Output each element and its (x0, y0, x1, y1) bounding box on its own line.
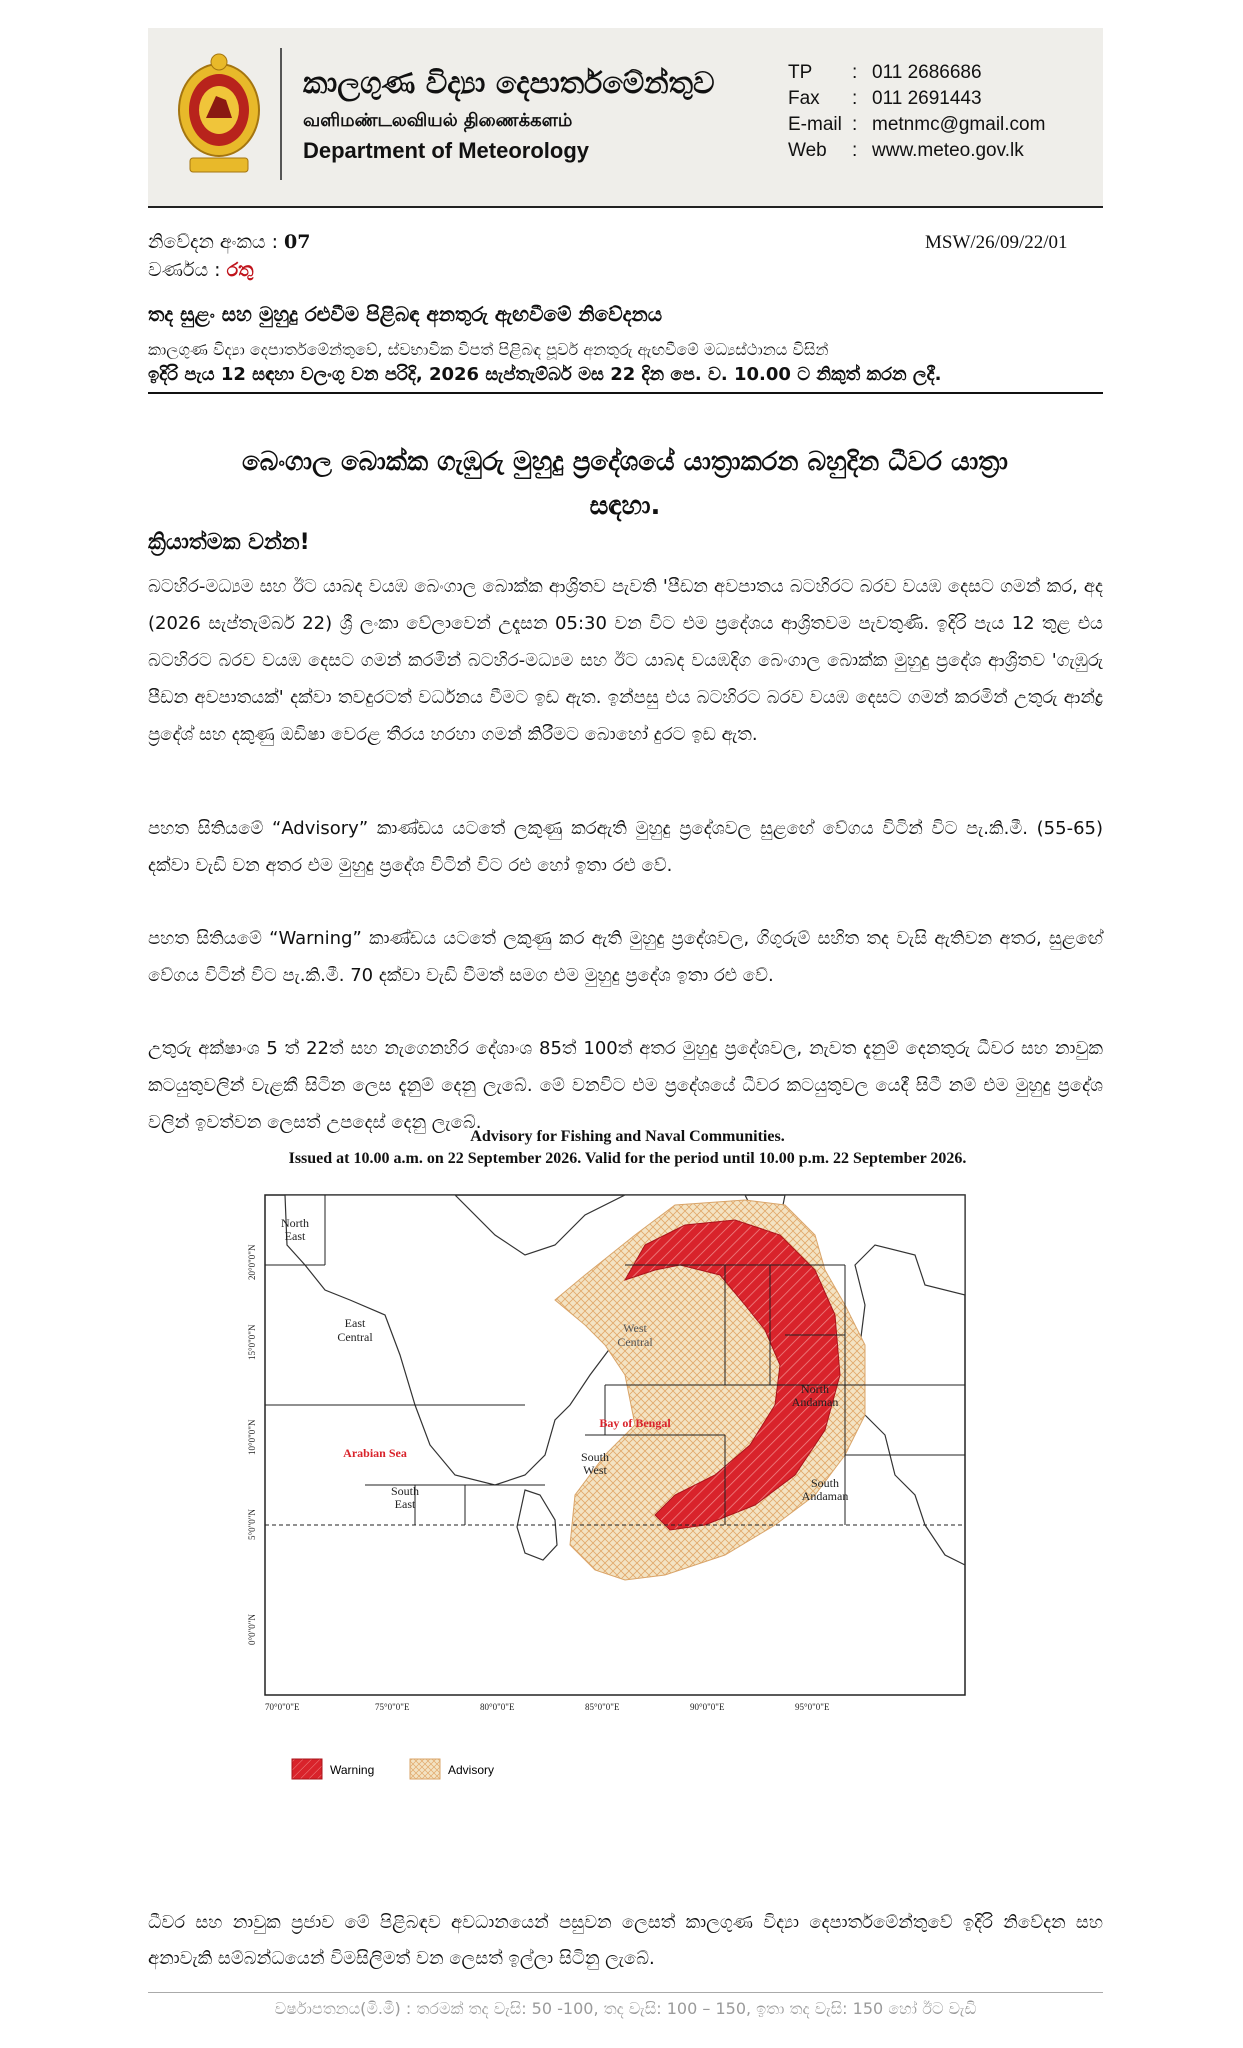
region-label-north-andaman: North Andaman (791, 1382, 839, 1409)
y-tick-label: 0°0"0"N (247, 1614, 257, 1645)
contact-value[interactable]: metnmc@gmail.com (872, 114, 1046, 135)
contact-row: E-mail : metnmc@gmail.com (788, 112, 1045, 138)
region-label-north-east: North East (281, 1216, 309, 1243)
contact-row: Fax : 011 2691443 (788, 86, 1045, 112)
paragraph-warning: පහත සිතියමේ “Warning” කාණ්ඩය යටතේ ලකුණු කර ඇති මුහුදු ප්‍රදේශවල, ගිගුරුම් සහිත තද වැසි ඇතිවන අතර, සුළඟේ වේගය විටින් විට පැ.කි.මී. 70 දක්වා වැඩි වීමත් සමග එම මුහුදු ප්‍රදේශ ඉතා රළු වේ. (148, 928, 1103, 986)
region-label-east-central: East Central (337, 1316, 373, 1344)
y-tick-label: 10°0"0"N (247, 1419, 257, 1455)
closing-paragraph: ධීවර සහ නාවුක ප්‍රජාව මේ පිළිබඳව අවධානයෙන් පසුවන ලෙසත් කාලගුණ විද්‍යා දෙපාර්තමේන්තුවේ ඉදිරි නිවේදන සහ අනාවැකි සම්බන්ධයෙන් විමසිලිමත් වන ලෙසත් ඉල්ලා සිටිනු ලැබේ. (148, 1912, 1103, 1969)
heading-line: බෙංගාල බොක්ක ගැඹුරු මුහුදු ප්‍රදේශයේ යාත්‍රාකරන බහුදින ධීවර යාත්‍රා (242, 447, 1008, 477)
x-tick-label: 90°0"0"E (690, 1702, 725, 1712)
legend-swatch-warning (292, 1759, 322, 1779)
letterhead (148, 28, 1103, 208)
contact-row: TP : 011 2686686 (788, 60, 1045, 86)
x-tick-label: 95°0"0"E (795, 1702, 830, 1712)
x-tick-label: 75°0"0"E (375, 1702, 410, 1712)
main-heading (150, 440, 1100, 528)
x-tick-label: 70°0"0"E (265, 1702, 300, 1712)
notice-number: 07 (284, 231, 311, 253)
region-label-bay-of-bengal: Bay of Bengal (599, 1416, 671, 1430)
y-tick-label: 15°0"0"N (247, 1324, 257, 1360)
legend-label-warning: Warning (330, 1763, 375, 1777)
issuer-line: කාලගුණ විද්‍යා දෙපාර්තමේන්තුවේ, ස්වභාවික විපත් පිළිබඳ පූර්ව අනතුරු ඇඟවීමේ මධ්‍යස්ථානය විසින් (148, 340, 829, 359)
org-name-sinhala: කාලගුණ විද්‍යා දෙපාර්තමේන්තුව (303, 66, 715, 101)
region-label-west-central: West Central (617, 1321, 653, 1349)
region-label-south-east: South East (390, 1484, 420, 1511)
contact-label: Fax (788, 88, 820, 109)
contact-value[interactable]: www.meteo.gov.lk (872, 140, 1024, 161)
notice-title: තද සුළං සහ මුහුදු රළුවීම පිළිබඳ අනතුරු ඇඟවීමේ නිවේදනය (148, 302, 663, 326)
validity-line: ඉදිරි පැය 12 සඳහා වලංගු වන පරිදි, 2026 සැප්තැම්බර් මස 22 දින පෙ. ව. 10.00 ට නිකුත් කරන ලදී. (148, 364, 942, 385)
alert-level-label: වර්ණය : (148, 259, 227, 281)
x-tick-label: 80°0"0"E (480, 1702, 515, 1712)
notice-number-label: නිවේදන අංකය : (148, 231, 285, 253)
paragraph-instructions: උතුරු අක්ෂාංශ 5 ත් 22ත් සහ නැගෙනහිර දේශාංශ 85ත් 100ත් අතර මුහුදු ප්‍රදේශවල, නැවත දැනුම් දෙනතුරු ධීවර සහ නාවුක කටයුතුවලින් වැළකී සිටින ලෙස දැනුම් දෙනු ලැබේ. මේ වනවිට එම ප්‍රදේශයේ ධීවර කටයුතුවල යෙදී සිටී නම් එම මුහුදු ප්‍රදේශ වලින් ඉවත්වන ලෙසත් උපදෙස් දෙනු ලැබේ. (148, 1038, 1103, 1133)
x-tick-label: 85°0"0"E (585, 1702, 620, 1712)
map-legend (290, 1755, 610, 1785)
reference-number: MSW/26/09/22/01 (925, 232, 1068, 253)
org-name-english: Department of Meteorology (303, 138, 590, 163)
heading-line: සඳහා. (589, 491, 661, 521)
org-name-tamil: வளிமண்டலவியல் திணைக்களம் (303, 110, 573, 131)
region-label-south-andaman: South Andaman (801, 1476, 849, 1503)
region-label-arabian-sea: Arabian Sea (343, 1446, 407, 1460)
legend-swatch-advisory (410, 1759, 440, 1779)
paragraph-advisory: පහත සිතියමේ “Advisory” කාණ්ඩය යටතේ ලකුණු කරඇති මුහුදු ප්‍රදේශවල සුළඟේ වේගය විටින් විට පැ.කි.මී. (55-65) දක්වා වැඩි වන අතර එම මුහුදු ප්‍රදේශ විටින් විට රළු හෝ ඉතා රළු වේ. (148, 818, 1103, 876)
rainfall-footnote (148, 1992, 1103, 2023)
y-tick-label: 5°0"0"N (247, 1509, 257, 1540)
national-emblem-icon (176, 48, 262, 180)
y-tick-label: 20°0"0"N (247, 1244, 257, 1280)
contact-value: 011 2691443 (872, 88, 982, 109)
contact-label: Web (788, 140, 827, 161)
contact-label: TP (788, 62, 813, 83)
notice-meta (148, 228, 311, 284)
map-subtitle: Issued at 10.00 a.m. on 22 September 2026. Valid for the period until 10.00 p.m. 22 September 2026. (288, 1150, 967, 1167)
contact-block (788, 60, 1045, 164)
contact-value: 011 2686686 (872, 62, 982, 83)
contact-row: Web : www.meteo.gov.lk (788, 138, 1045, 164)
header-divider (280, 48, 282, 180)
divider (148, 392, 1103, 394)
map-title: Advisory for Fishing and Naval Communities. (470, 1128, 785, 1145)
contact-label: E-mail (788, 114, 842, 135)
alert-level: රතු (226, 259, 254, 281)
region-label-south-west: South West (580, 1450, 610, 1477)
paragraph-situation: බටහිර-මධ්‍යම සහ ඊට යාබද වයඹ බෙංගාල බොක්ක ආශ්‍රිතව පැවති 'පීඩන අවපාතය බටහිරට බරව වයඹ දෙසට ගමන් කර, අද (2026 සැප්තැම්බර් 22) ශ්‍රී ලංකා වේලාවෙන් උදෑසන 05:30 වන විට එම ප්‍රදේශය ආශ්‍රිතවම පැවතුණි. ඉදිරි පැය 12 තුළ එය බටහිරට බරව වයඹ දෙසට ගමන් කරමින් බටහිර-මධ්‍යම සහ ඊට යාබද වයඹදිග බෙංගාල බොක්ක මුහුදු ප්‍රදේශ ආශ්‍රිතව 'ගැඹුරු පීඩන අවපාතයක්' දක්වා තවදුරටත් වර්ධනය වීමට ඉඩ ඇත. ඉන්පසු එය බටහිරට බරව වයඹ දෙසට ගමන් කරමින් උතුරු ආන්ද්‍ර ප්‍රදේශ් සහ දකුණු ඔඩිෂා වෙරළ තීරය හරහා ගමන් කිරීමට බොහෝ දුරට ඉඩ ඇත. (148, 576, 1103, 745)
legend-label-advisory: Advisory (448, 1763, 495, 1777)
advisory-map (225, 1175, 985, 1755)
rainfall-footnote-text: වර්ෂාපතනය(මි.මී) : තරමක් තද වැසි: 50 -100, තද වැසි: 100 – 150, ඉතා තද වැසි: 150 හෝ ඊට වැඩි (274, 1999, 977, 2018)
call-to-action: ක්‍රියාත්මක වන්න! (148, 530, 310, 555)
